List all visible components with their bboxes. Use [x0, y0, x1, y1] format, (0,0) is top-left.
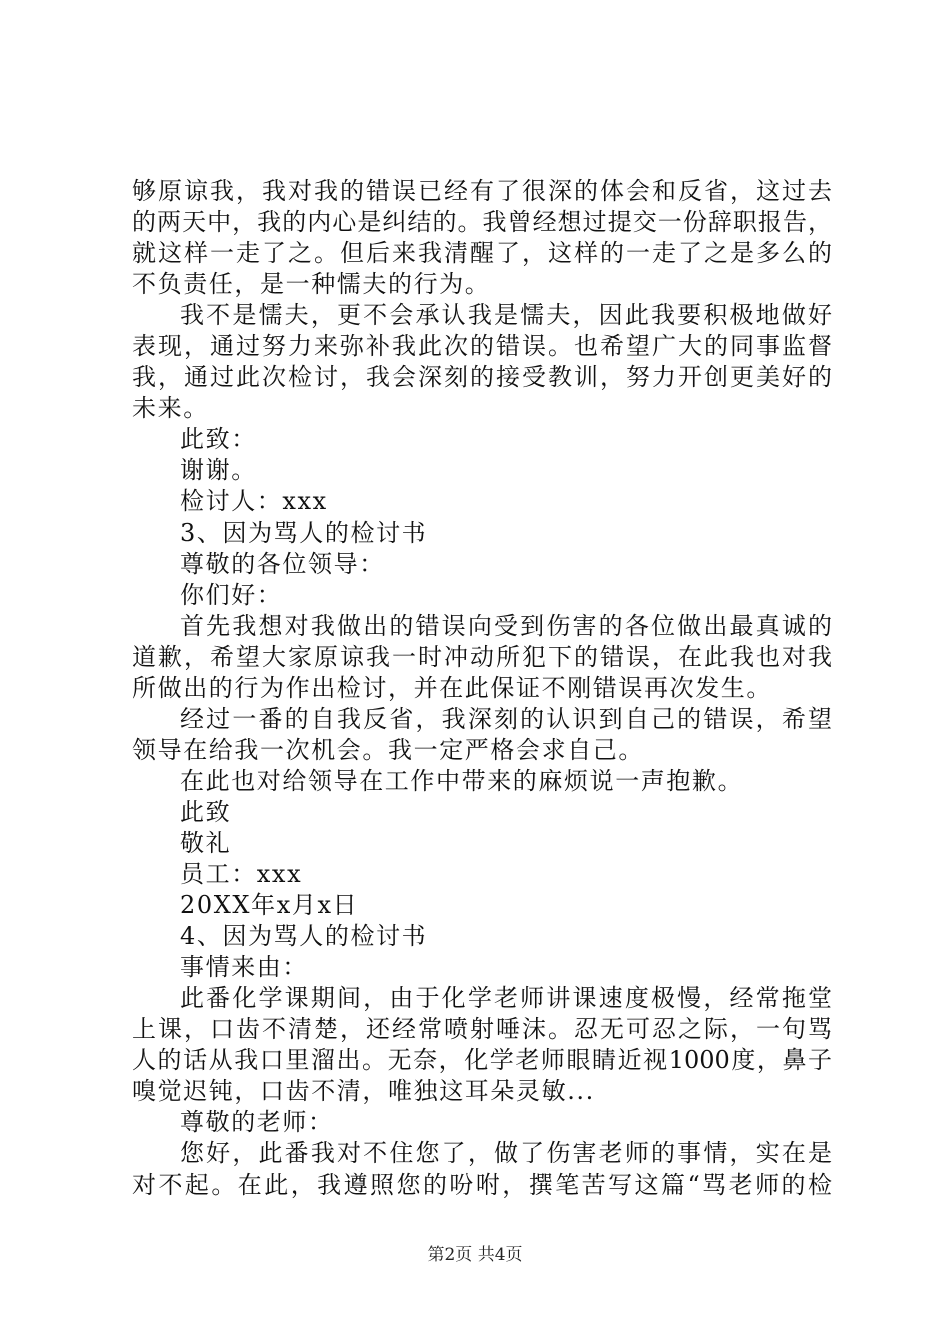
- text-line: 嗅觉迟钝，口齿不清，唯独这耳朵灵敏...: [132, 1077, 595, 1106]
- text-line: 在此也对给领导在工作中带来的麻烦说一声抱歉。: [180, 766, 744, 795]
- text-line: 事情来由：: [180, 953, 308, 982]
- text-line: 20XX年x月x日: [180, 891, 359, 920]
- page-number-footer: 第2页 共4页: [427, 1245, 523, 1265]
- text-line: 检讨人：xxx: [180, 487, 328, 516]
- text-line: 所做出的行为作出检讨，并在此保证不刚错误再次发生。: [132, 673, 772, 702]
- text-line: 人的话从我口里溜出。无奈，化学老师眼睛近视1000度，鼻子: [132, 1046, 832, 1075]
- text-line: 敬礼: [180, 828, 232, 857]
- text-line: 就这样一走了之。但后来我清醒了，这样的一走了之是多么的: [132, 239, 832, 268]
- text-line: 未来。: [132, 394, 209, 423]
- text-line: 员工：xxx: [180, 860, 303, 889]
- text-line: 的两天中，我的内心是纠结的。我曾经想过提交一份辞职报告，: [132, 208, 832, 237]
- text-line: 上课，口齿不清楚，还经常喷射唾沫。忍无可忍之际，一句骂: [132, 1015, 832, 1044]
- text-line: 此番化学课期间，由于化学老师讲课速度极慢，经常拖堂: [180, 984, 832, 1013]
- text-line: 不负责任，是一种懦夫的行为。: [132, 270, 491, 299]
- text-line: 首先我想对我做出的错误向受到伤害的各位做出最真诚的: [180, 611, 832, 640]
- text-line: 尊敬的老师：: [180, 1108, 334, 1137]
- section-heading: 3、因为骂人的检讨书: [180, 518, 428, 547]
- text-line: 道歉，希望大家原谅我一时冲动所犯下的错误，在此我也对我: [132, 642, 832, 671]
- document-body: [132, 176, 832, 1201]
- text-line: 我，通过此次检讨，我会深刻的接受教训，努力开创更美好的: [132, 363, 832, 392]
- text-line: 此致: [180, 797, 232, 826]
- text-line: 对不起。在此，我遵照您的吩咐，撰笔苦写这篇“骂老师的检: [132, 1170, 832, 1199]
- section-heading: 4、因为骂人的检讨书: [180, 922, 428, 951]
- text-line: 此致：: [180, 425, 257, 454]
- text-line: 表现，通过努力来弥补我此次的错误。也希望广大的同事监督: [132, 332, 832, 361]
- text-line: 够原谅我，我对我的错误已经有了很深的体会和反省，这过去: [132, 177, 832, 205]
- text-line: 经过一番的自我反省，我深刻的认识到自己的错误，希望: [180, 704, 832, 733]
- text-line: 您好，此番我对不住您了，做了伤害老师的事情，实在是: [180, 1139, 832, 1168]
- text-line: 领导在给我一次机会。我一定严格会求自己。: [132, 735, 644, 764]
- text-line: 你们好：: [180, 580, 283, 609]
- text-line: 我不是懦夫，更不会承认我是懦夫，因此我要积极地做好: [180, 301, 832, 330]
- text-line: 谢谢。: [180, 456, 257, 485]
- text-line: 尊敬的各位领导：: [180, 549, 385, 578]
